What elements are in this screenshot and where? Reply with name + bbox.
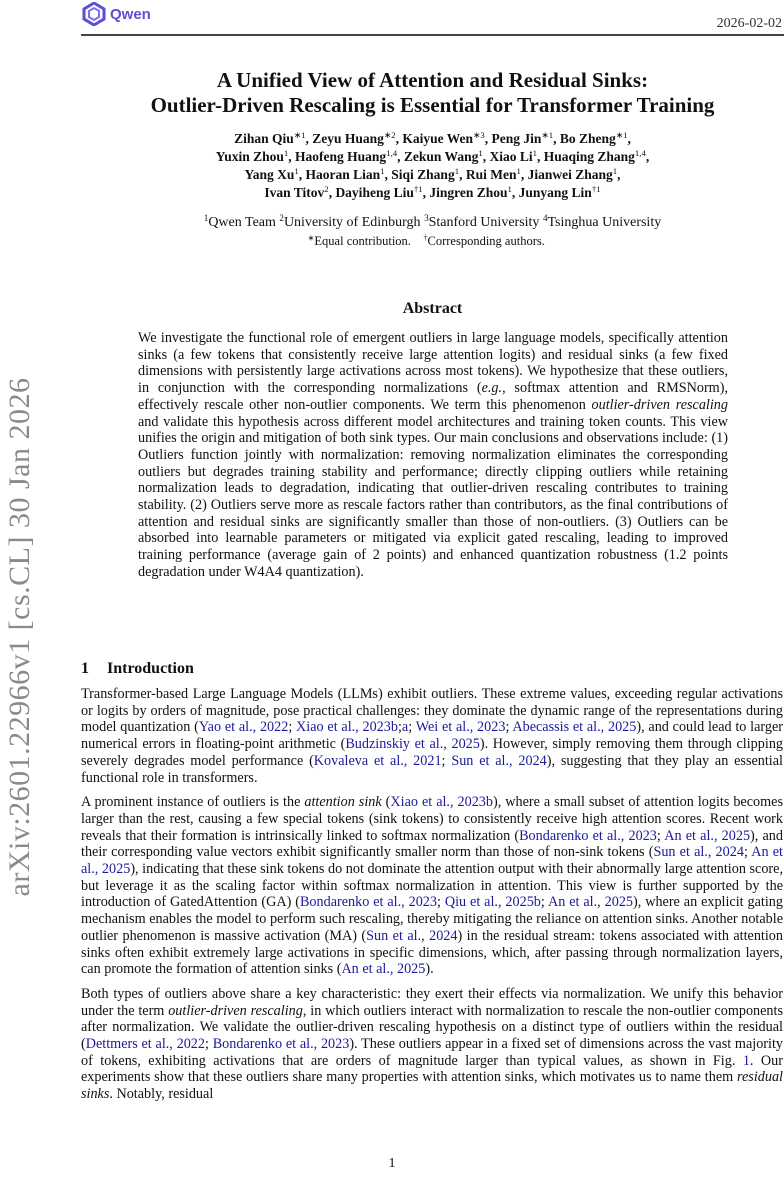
affiliation-number: 3 (424, 213, 429, 223)
affiliation-name: University of Edinburgh (283, 215, 421, 230)
citation-link[interactable]: a (401, 719, 409, 736)
affiliation-number: 1 (203, 213, 209, 223)
author-name: Zeyu Huang (312, 131, 384, 146)
author-name: Bo Zheng (559, 131, 616, 146)
author-name: Ivan Titov (264, 185, 325, 200)
body-text: ), where a small subset of attention logits becomes larger than the rest, causing a few special tokens (sink tokens) to consistently receive high attention scores. Recent work reveals that their formation is intrinsically linked to softmax normalization ( (81, 794, 783, 844)
citation-link[interactable]: Wei et al., 2023 (415, 719, 506, 736)
author-affiliation-mark: 1 (612, 166, 618, 177)
author-name: Zekun Wang (403, 149, 479, 164)
affiliation-number: 2 (279, 213, 284, 223)
citation-link[interactable]: 1 (742, 1052, 750, 1069)
body-text: and validate this hypothesis across different model architectures and training token counts. This view unifies the origin and mitigation of both sink types. Our main conclusions and observations include: (1) Outliers function jointly with normalization: removing normalization eliminates the corresponding outliers but degrades training stability and performance; directly clipping outliers while retaining normalization leads to degradation, indicating that outlier-driven rescaling contributes to training stability. (2) Outliers serve more as rescale factors rather than contributors, as the final contributions of attention and residual sinks are significantly smaller than those of non-outliers. (3) Outliers can be absorbed into learnable parameters or mitigated via explicit gated rescaling, leading to improved training performance (average gain of 2 points) and enhanced quantization robustness (1.2 points degradation under W4A4 quantization). (138, 413, 728, 580)
citation-link[interactable]: An et al., 2025 (547, 894, 634, 911)
author-affiliation-mark: 1 (507, 184, 512, 195)
author-affiliation-mark: 1 (478, 148, 483, 159)
title-line-1: A Unified View of Attention and Residual Sinks: (216, 68, 649, 92)
body-text: ; (743, 844, 752, 861)
author-name: Yang Xu (244, 167, 295, 182)
author-line: Yang Xu$^1$, Haoran Lian$^1$, Siqi Zhang$^1$, Rui Men$^1$, Jianwei Zhang$^1$, (244, 166, 621, 182)
abstract-heading: Abstract (402, 300, 463, 317)
author-affiliation-mark: ∗3 (473, 130, 485, 141)
author-affiliation-mark: †1 (413, 184, 423, 195)
body-text: A prominent instance of outliers is the (81, 794, 305, 811)
body-text: ; (540, 894, 548, 911)
affiliations (81, 214, 784, 232)
body-text: ; (288, 719, 297, 736)
author-affiliation-mark: 1 (380, 166, 385, 177)
author-name: Rui Men (465, 167, 517, 182)
author-affiliation-mark: 1 (283, 148, 289, 159)
affiliation-number: 4 (542, 213, 548, 223)
logo-text: Qwen (110, 5, 151, 23)
citation-link[interactable]: Bondarenko et al., 2023 (212, 1036, 350, 1053)
author-name: Junyang Lin (518, 185, 592, 200)
citation-link[interactable]: Xiao et al., 2023b (296, 719, 398, 736)
section-title: Introduction (107, 660, 194, 677)
body-text: ; (408, 719, 416, 736)
citation-link[interactable]: Yao et al., 2022 (198, 719, 289, 736)
body-text: Both types of outliers above share a key characteristic: they exert their effects via normalization. We unify this behavior under the term (81, 985, 783, 1019)
citation-link[interactable]: An et al., 2025 (664, 827, 751, 844)
body-text: ; (397, 719, 402, 736)
author-name: Haoran Lian (305, 167, 381, 182)
author-affiliation-mark: ∗1 (541, 130, 554, 141)
emphasized-text: outlier-driven rescaling (168, 1002, 303, 1019)
citation-link[interactable]: Sun et al., 2024 (653, 844, 744, 861)
author-affiliation-mark: 1 (454, 166, 460, 177)
body-text: , softmax attention and RMSNorm), effectively rescale other non-outlier components. We term this phenomenon (138, 380, 728, 413)
body-text: Transformer-based Large Language Models (LLMs) exhibit outliers. These extreme values, exceeding regular activations or logits by orders of magnitude, pose practical challenges: they dominate the dynamic range of the representations during model quantization ( (81, 686, 783, 736)
body-text: . Notably, residual (109, 1086, 214, 1103)
header-date: 2026-02-02 (716, 16, 782, 31)
note-symbol: † (423, 233, 428, 243)
citation-link[interactable]: An et al., 2025 (81, 844, 783, 878)
body-text: ), indicating that these sink tokens do not dominate the attention output with their abnormally large attention score, but leverage it as the scaling factor within softmax normalization in attention. This view is further supported by the introduction of GatedAttention (GA) ( (81, 861, 783, 911)
author-name: Dayiheng Liu (335, 185, 414, 200)
qwen-logo-icon (82, 2, 106, 26)
arxiv-stamp: arXiv:2601.22966v1 [cs.CL] 30 Jan 2026 (3, 377, 36, 897)
body-text: ; (656, 827, 665, 844)
emphasized-text: e.g. (481, 380, 503, 397)
body-text: ), and their corresponding value vectors exhibit significantly smaller norm than those of non-sink tokens ( (81, 827, 783, 861)
author-name: Zihan Qiu (234, 131, 294, 146)
author-affiliation-mark: 1 (516, 166, 521, 177)
author-affiliation-mark: ∗2 (383, 130, 396, 141)
citation-link[interactable]: Bondarenko et al., 2023 (519, 827, 657, 844)
emphasized-text: residual sinks (81, 1069, 783, 1103)
author-affiliation-mark: ∗1 (615, 130, 628, 141)
body-text: ), and could lead to larger numerical errors in floating-point arithmetic ( (81, 719, 783, 753)
body-text: , in which outliers interact with normalization to rescale the non-outlier components after normalization. We validate the outlier-driven rescaling hypothesis on a distinct type of outliers within the residual ( (81, 1002, 783, 1053)
author-name: Jingren Zhou (429, 185, 508, 200)
emphasized-text: outlier-driven rescaling (591, 396, 728, 413)
author-affiliation-mark: 1,4 (386, 148, 398, 159)
body-text: We investigate the functional role of emergent outliers in large language models, specifically attention sinks (a few tokens that consistently receive large attention logits) and residual sinks (a few fixed dimensions with persistently large activations across most tokens). We hypothesize that these outliers, in conjunction with the corresponding normalizations ( (138, 330, 728, 397)
section-heading (81, 660, 194, 678)
emphasized-text: attention sink (304, 794, 382, 811)
affiliation-name: Qwen Team (208, 215, 276, 230)
qwen-logo (82, 2, 151, 26)
author-line: Yuxin Zhou$^1$, Haofeng Huang$^{1,4}$, Zekun Wang$^1$, Xiao Li$^1$, Huaqing Zhang$^{1,4}$, (215, 148, 650, 164)
author-affiliation-mark: 1,4 (634, 148, 646, 159)
author-affiliation-mark: 1 (294, 166, 299, 177)
author-affiliation-mark: 1 (532, 148, 537, 159)
body-text: . Our experiments show that these outliers share many properties with attention sinks, which motivates us to name them (81, 1052, 783, 1086)
citation-link[interactable]: Kovaleva et al., 2021 (313, 752, 442, 769)
author-affiliation-mark: ∗1 (293, 130, 306, 141)
citation-link[interactable]: Sun et al., 2024 (451, 752, 547, 769)
title-line-2: Outlier-Driven Rescaling is Essential for Transformer Training (150, 93, 715, 117)
author-affiliation-mark: †1 (591, 184, 601, 195)
author-line: Ivan Titov$^2$, Dayiheng Liu$^{\dagger 1}$, Jingren Zhou$^1$, Junyang Lin$^{\dagger 1}$ (264, 184, 601, 200)
author-list (81, 130, 784, 202)
body-text: ) in the residual stream: tokens associated with attention sinks often exhibit extremely large activations in specific dimensions, which, after passing through normalization layers, can promote the formation of attention sinks ( (81, 927, 783, 978)
author-name: Yuxin Zhou (215, 149, 284, 164)
note-text: Corresponding authors. (427, 234, 545, 248)
author-name: Kaiyue Wen (402, 131, 474, 146)
affiliation-name: Stanford University (428, 215, 540, 230)
body-text: ; (441, 752, 452, 769)
author-line: Zihan Qiu$^{∗1}$, Zeyu Huang$^{∗2}$, Kaiyue Wen$^{∗3}$, Peng Jin$^{∗1}$, Bo Zheng$^{∗1}$, (234, 130, 631, 146)
author-name: Jianwei Zhang (527, 167, 613, 182)
author-name: Siqi Zhang (391, 167, 455, 182)
citation-link[interactable]: Bondarenko et al., 2023 (299, 894, 437, 911)
body-text: ; (205, 1036, 213, 1053)
citation-link[interactable]: Budzinskiy et al., 2025 (345, 736, 480, 753)
body-text: ). However, simply removing them through clipping severely degrades model performance ( (81, 736, 784, 769)
paragraph (81, 986, 783, 1103)
paragraph (81, 686, 783, 786)
paper-title (81, 68, 784, 118)
section-number: 1 (81, 660, 89, 677)
citation-link[interactable]: Abecassis et al., 2025 (512, 719, 637, 736)
citation-link[interactable]: Xiao et al., 2023b (390, 794, 493, 811)
author-notes (81, 234, 784, 249)
introduction-body (81, 686, 783, 1111)
author-name: Peng Jin (491, 131, 542, 146)
author-name: Huaqing Zhang (543, 149, 635, 164)
citation-link[interactable]: Qiu et al., 2025b (444, 894, 541, 911)
citation-link[interactable]: An et al., 2025 (341, 961, 426, 978)
header-rule (81, 34, 784, 36)
paragraph (81, 794, 783, 978)
body-text: ; (436, 894, 445, 911)
abstract-body (138, 330, 728, 581)
author-name: Haofeng Huang (295, 149, 387, 164)
affiliation-name: Tsinghua University (547, 215, 662, 230)
body-text: ( (381, 794, 391, 811)
body-text: ; (505, 719, 513, 736)
body-text: ). (425, 961, 434, 978)
body-text: ). These outliers appear in a fixed set of dimensions across the vast majority of tokens, exhibiting activations that are orders of magnitude larger than typical values, as shown in Fig. (81, 1036, 783, 1069)
citation-link[interactable]: Dettmers et al., 2022 (85, 1036, 205, 1053)
page-number: 1 (388, 1156, 396, 1171)
body-text: ), suggesting that they play an essential functional role in transformers. (81, 752, 783, 786)
citation-link[interactable]: Sun et al., 2024 (366, 927, 458, 944)
body-text: ), where an explicit gating mechanism enables the model to perform such rescaling, thereby mitigating the reliance on attention sinks. Another notable outlier phenomenon is massive activation (MA) ( (81, 894, 783, 944)
author-name: Xiao Li (489, 149, 533, 164)
note-symbol: ∗ (307, 233, 315, 243)
author-affiliation-mark: 2 (324, 184, 329, 195)
note-text: Equal contribution. (314, 234, 411, 248)
